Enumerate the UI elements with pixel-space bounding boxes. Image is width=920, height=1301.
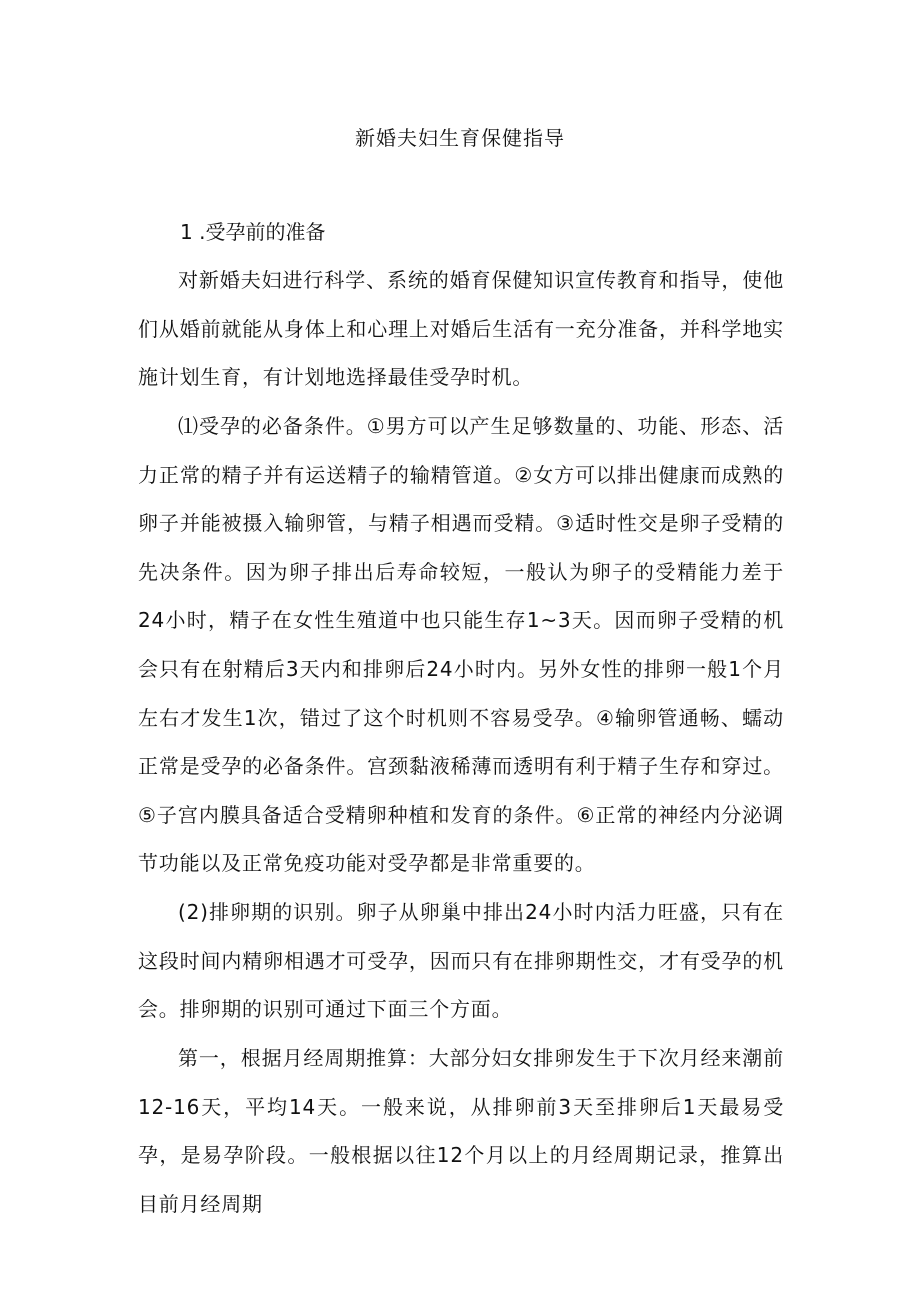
paragraph-ovulation: (2)排卵期的识别。卵子从卵巢中排出24小时内活力旺盛，只有在这段时间内精卵相遇才可受孕，因而只有在排卵期性交，才有受孕的机会。排卵期的识别可通过下面三个方面。 — [138, 900, 784, 1022]
paragraph-intro: 对新婚夫妇进行科学、系统的婚育保健知识宣传教育和指导，使他们从婚前就能从身体上和心理上对婚后生活有一充分准备，并科学地实施计划生育，有计划地选择最佳受孕时机。 — [138, 268, 784, 390]
section-heading: 1 .受孕前的准备 — [180, 220, 326, 244]
document-title: 新婚夫妇生育保健指导 — [355, 126, 565, 150]
paragraph-cycle-calc: 第一，根据月经周期推算：大部分妇女排卵发生于下次月经来潮前12-16天，平均14天。一般来说，从排卵前3天至排卵后1天最易受孕，是易孕阶段。一般根据以往12个月以上的月经周期记录，推算出目前月经周期 — [138, 1046, 784, 1216]
paragraph-conditions: ⑴受孕的必备条件。①男方可以产生足够数量的、功能、形态、活力正常的精子并有运送精子的输精管道。②女方可以排出健康而成熟的卵子并能被摄入输卵管，与精子相遇而受精。③适时性交是卵子受精的先决条件。因为卵子排出后寿命较短，一般认为卵子的受精能力差于24小时，精子在女性生殖道中也只能生存1~3天。因而卵子受精的机会只有在射精后3天内和排卵后24小时内。另外女性的排卵一般1个月左右才发生1次，错过了这个时机则不容易受孕。④输卵管通畅、蠕动正常是受孕的必备条件。宫颈黏液稀薄而透明有利于精子生存和穿过。⑤子宫内膜具备适合受精卵种植和发育的条件。⑥正常的神经内分泌调节功能以及正常免疫功能对受孕都是非常重要的。 — [138, 414, 784, 876]
